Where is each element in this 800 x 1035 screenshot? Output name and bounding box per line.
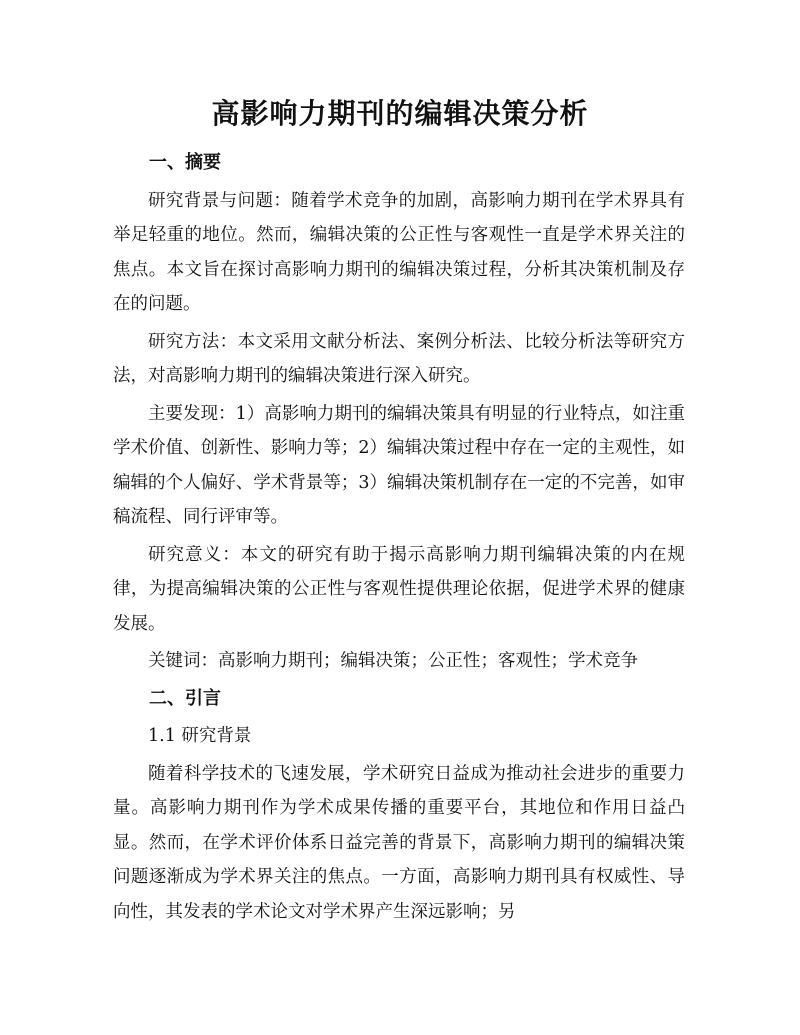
paragraph-significance: 研究意义：本文的研究有助于揭示高影响力期刊编辑决策的内在规律，为提高编辑决策的公正性与客观性提供理论依据，促进学术界的健康发展。 bbox=[113, 544, 685, 634]
paragraph-findings: 主要发现：1）高影响力期刊的编辑决策具有明显的行业特点，如注重学术价值、创新性、影响力等；2）编辑决策过程中存在一定的主观性，如编辑的个人偏好、学术背景等；3）编辑决策机制存在一定的不完善，如审稿流程、同行评审等。 bbox=[113, 403, 685, 527]
paragraph-background: 研究背景与问题：随着学术竞争的加剧，高影响力期刊在学术界具有举足轻重的地位。然而，编辑决策的公正性与客观性一直是学术界关注的焦点。本文旨在探讨高影响力期刊的编辑决策过程，分析其决策机制及存在的问题。 bbox=[113, 190, 685, 314]
page-title: 高影响力期刊的编辑决策分析 bbox=[211, 97, 589, 130]
document-body bbox=[113, 146, 685, 929]
subsection-heading: 1.1 研究背景 bbox=[148, 726, 252, 746]
paragraph-intro: 随着科学技术的飞速发展，学术研究日益成为推动社会进步的重要力量。高影响力期刊作为学术成果传播的重要平台，其地位和作用日益凸显。然而，在学术评价体系日益完善的背景下，高影响力期刊的编辑决策问题逐渐成为学术界关注的焦点。一方面，高影响力期刊具有权威性、导向性，其发表的学术论文对学术界产生深远影响；另 bbox=[113, 763, 685, 922]
keywords-line: 关键词：高影响力期刊；编辑决策；公正性；客观性；学术竞争 bbox=[148, 651, 638, 671]
intro-heading: 二、引言 bbox=[149, 687, 221, 709]
paragraph-method: 研究方法：本文采用文献分析法、案例分析法、比较分析法等研究方法，对高影响力期刊的编辑决策进行深入研究。 bbox=[113, 331, 685, 386]
abstract-heading: 一、摘要 bbox=[149, 152, 221, 173]
